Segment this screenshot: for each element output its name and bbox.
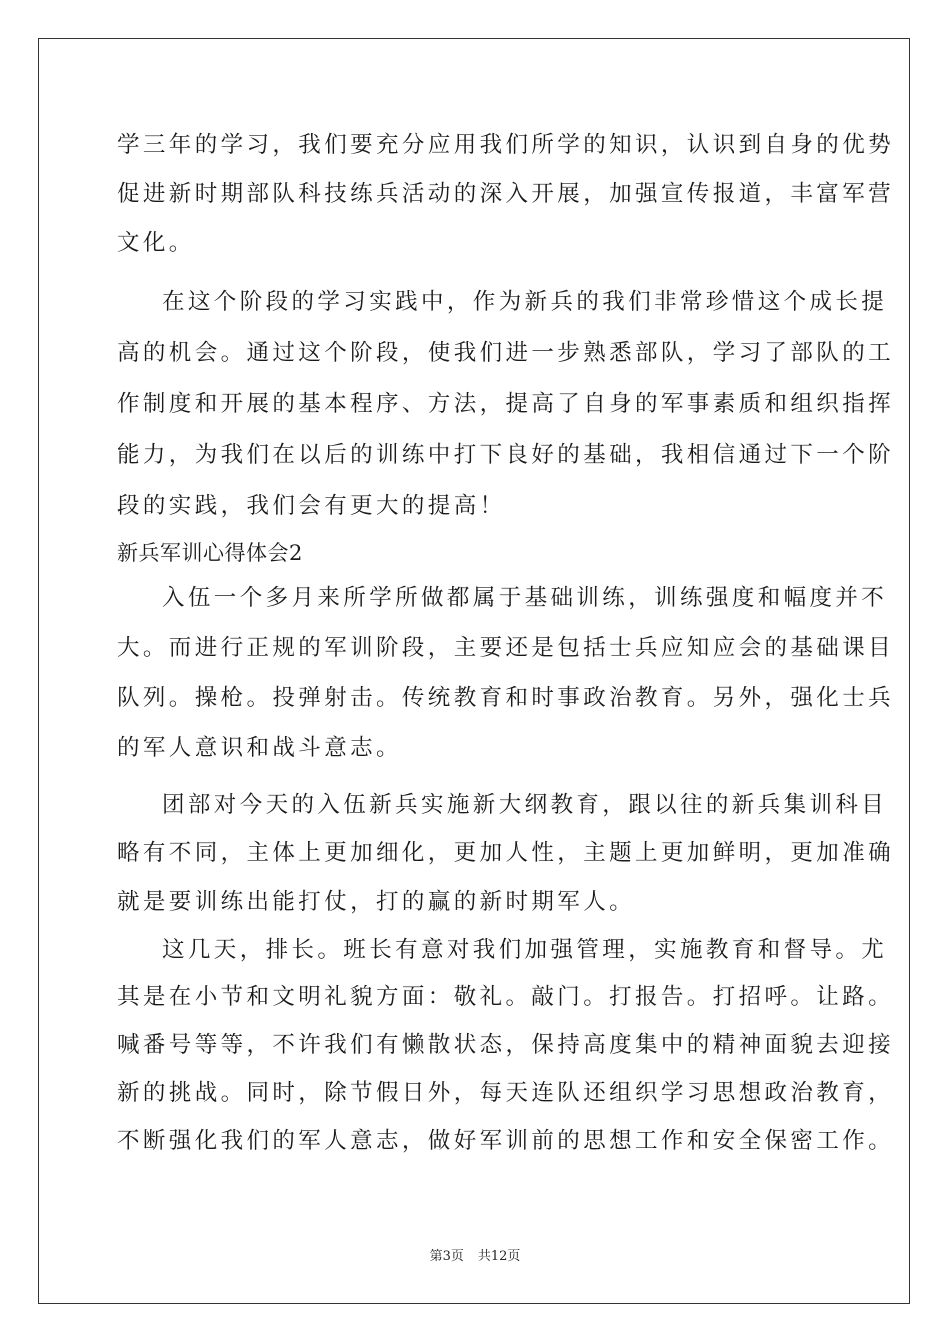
text-line: 高的机会。通过这个阶段，使我们进一步熟悉部队，学习了部队的工 bbox=[117, 340, 895, 366]
text-line: 这几天，排长。班长有意对我们加强管理，实施教育和督导。尤 bbox=[162, 937, 888, 963]
text-line: 学三年的学习，我们要充分应用我们所学的知识，认识到自身的优势 bbox=[117, 132, 895, 158]
text-line: 在这个阶段的学习实践中，作为新兵的我们非常珍惜这个成长提 bbox=[162, 289, 888, 315]
text-line: 队列。操枪。投弹射击。传统教育和时事政治教育。另外，强化士兵 bbox=[117, 685, 895, 711]
text-line: 略有不同，主体上更加细化，更加人性，主题上更加鲜明，更加准确 bbox=[117, 840, 895, 866]
page-number: 第3页 bbox=[429, 1249, 464, 1264]
text-line: 喊番号等等，不许我们有懒散状态，保持高度集中的精神面貌去迎接 bbox=[117, 1032, 895, 1058]
text-line: 就是要训练出能打仗，打的赢的新时期军人。 bbox=[117, 889, 636, 915]
page-total: 共12页 bbox=[477, 1249, 521, 1264]
text-line: 新的挑战。同时，除节假日外，每天连队还组织学习思想政治教育， bbox=[117, 1080, 895, 1106]
text-line: 的军人意识和战斗意志。 bbox=[117, 735, 402, 761]
text-line: 不断强化我们的军人意志，做好军训前的思想工作和安全保密工作。 bbox=[117, 1128, 895, 1154]
text-line: 能力，为我们在以后的训练中打下良好的基础，我相信通过下一个阶 bbox=[117, 442, 895, 468]
text-line: 文化。 bbox=[117, 230, 195, 256]
text-line: 其是在小节和文明礼貌方面：敬礼。敲门。打报告。打招呼。让路。 bbox=[117, 984, 895, 1010]
text-line: 作制度和开展的基本程序、方法，提高了自身的军事素质和组织指挥 bbox=[117, 391, 895, 417]
text-line: 段的实践，我们会有更大的提高！ bbox=[117, 493, 506, 519]
text-line: 入伍一个多月来所学所做都属于基础训练，训练强度和幅度并不 bbox=[162, 585, 888, 611]
text-line: 促进新时期部队科技练兵活动的深入开展，加强宣传报道，丰富军营 bbox=[117, 181, 895, 207]
text-line: 大。而进行正规的军训阶段，主要还是包括士兵应知应会的基础课目 bbox=[117, 635, 895, 661]
text-line: 团部对今天的入伍新兵实施新大纲教育，跟以往的新兵集训科目 bbox=[162, 792, 888, 818]
section-heading: 新兵军训心得体会2 bbox=[117, 541, 303, 565]
page-footer bbox=[0, 1248, 950, 1266]
